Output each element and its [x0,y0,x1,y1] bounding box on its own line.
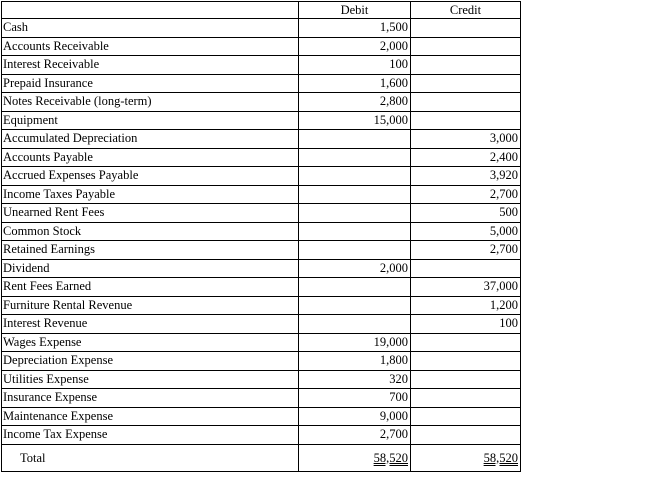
account-name: Notes Receivable (long-term) [2,93,299,112]
debit-amount: 15,000 [299,111,411,130]
credit-amount [411,74,521,93]
account-name: Cash [2,19,299,38]
table-row [2,370,521,389]
credit-amount: 2,700 [411,185,521,204]
credit-amount: 3,000 [411,130,521,149]
header-credit: Credit [411,2,521,19]
table-row [2,352,521,371]
credit-amount: 500 [411,204,521,223]
debit-amount [299,185,411,204]
debit-amount [299,130,411,149]
table-row [2,111,521,130]
account-name: Accrued Expenses Payable [2,167,299,186]
account-name: Utilities Expense [2,370,299,389]
credit-amount [411,56,521,75]
account-name: Accumulated Depreciation [2,130,299,149]
debit-amount: 19,000 [299,333,411,352]
debit-amount: 2,700 [299,426,411,445]
table-row [2,389,521,408]
total-debit-value: 58,520 [373,450,408,465]
header-row [2,2,521,19]
debit-amount [299,222,411,241]
debit-amount: 700 [299,389,411,408]
credit-amount [411,407,521,426]
credit-amount [411,333,521,352]
table-row [2,278,521,297]
trial-balance-table [1,1,521,472]
debit-amount: 100 [299,56,411,75]
table-row [2,130,521,149]
header-account [2,2,299,19]
debit-amount: 1,500 [299,19,411,38]
account-name: Insurance Expense [2,389,299,408]
debit-amount [299,241,411,260]
account-name: Prepaid Insurance [2,74,299,93]
table-row [2,222,521,241]
table-row [2,407,521,426]
debit-amount [299,167,411,186]
account-name: Income Taxes Payable [2,185,299,204]
total-row [2,444,521,471]
credit-amount: 2,700 [411,241,521,260]
debit-amount [299,278,411,297]
total-credit-value: 58,520 [483,450,518,465]
total-credit [411,444,521,471]
credit-amount [411,426,521,445]
table-body [2,19,521,472]
debit-amount [299,204,411,223]
table-row [2,185,521,204]
table-row [2,37,521,56]
credit-amount [411,19,521,38]
account-name: Rent Fees Earned [2,278,299,297]
table-row [2,93,521,112]
table-row [2,259,521,278]
table-row [2,167,521,186]
account-name: Retained Earnings [2,241,299,260]
credit-amount: 2,400 [411,148,521,167]
debit-amount: 2,800 [299,93,411,112]
account-name: Interest Receivable [2,56,299,75]
debit-amount [299,148,411,167]
table-row [2,333,521,352]
debit-amount: 1,600 [299,74,411,93]
account-name: Income Tax Expense [2,426,299,445]
debit-amount: 9,000 [299,407,411,426]
debit-amount: 1,800 [299,352,411,371]
credit-amount: 5,000 [411,222,521,241]
account-name: Dividend [2,259,299,278]
debit-amount [299,315,411,334]
credit-amount [411,259,521,278]
total-debit [299,444,411,471]
table-row [2,241,521,260]
table-row [2,148,521,167]
credit-amount [411,93,521,112]
table-row [2,19,521,38]
debit-amount: 2,000 [299,259,411,278]
table-row [2,296,521,315]
account-name: Maintenance Expense [2,407,299,426]
table-row [2,56,521,75]
credit-amount [411,389,521,408]
credit-amount [411,352,521,371]
credit-amount [411,111,521,130]
account-name: Furniture Rental Revenue [2,296,299,315]
account-name: Depreciation Expense [2,352,299,371]
header-debit: Debit [299,2,411,19]
credit-amount [411,37,521,56]
account-name: Unearned Rent Fees [2,204,299,223]
account-name: Accounts Receivable [2,37,299,56]
account-name: Accounts Payable [2,148,299,167]
debit-amount [299,296,411,315]
credit-amount: 100 [411,315,521,334]
debit-amount: 320 [299,370,411,389]
table-row [2,204,521,223]
account-name: Wages Expense [2,333,299,352]
table-row [2,74,521,93]
credit-amount: 37,000 [411,278,521,297]
account-name: Interest Revenue [2,315,299,334]
account-name: Common Stock [2,222,299,241]
table-row [2,315,521,334]
total-label: Total [2,444,299,471]
account-name: Equipment [2,111,299,130]
debit-amount: 2,000 [299,37,411,56]
table-row [2,426,521,445]
credit-amount [411,370,521,389]
credit-amount: 1,200 [411,296,521,315]
credit-amount: 3,920 [411,167,521,186]
